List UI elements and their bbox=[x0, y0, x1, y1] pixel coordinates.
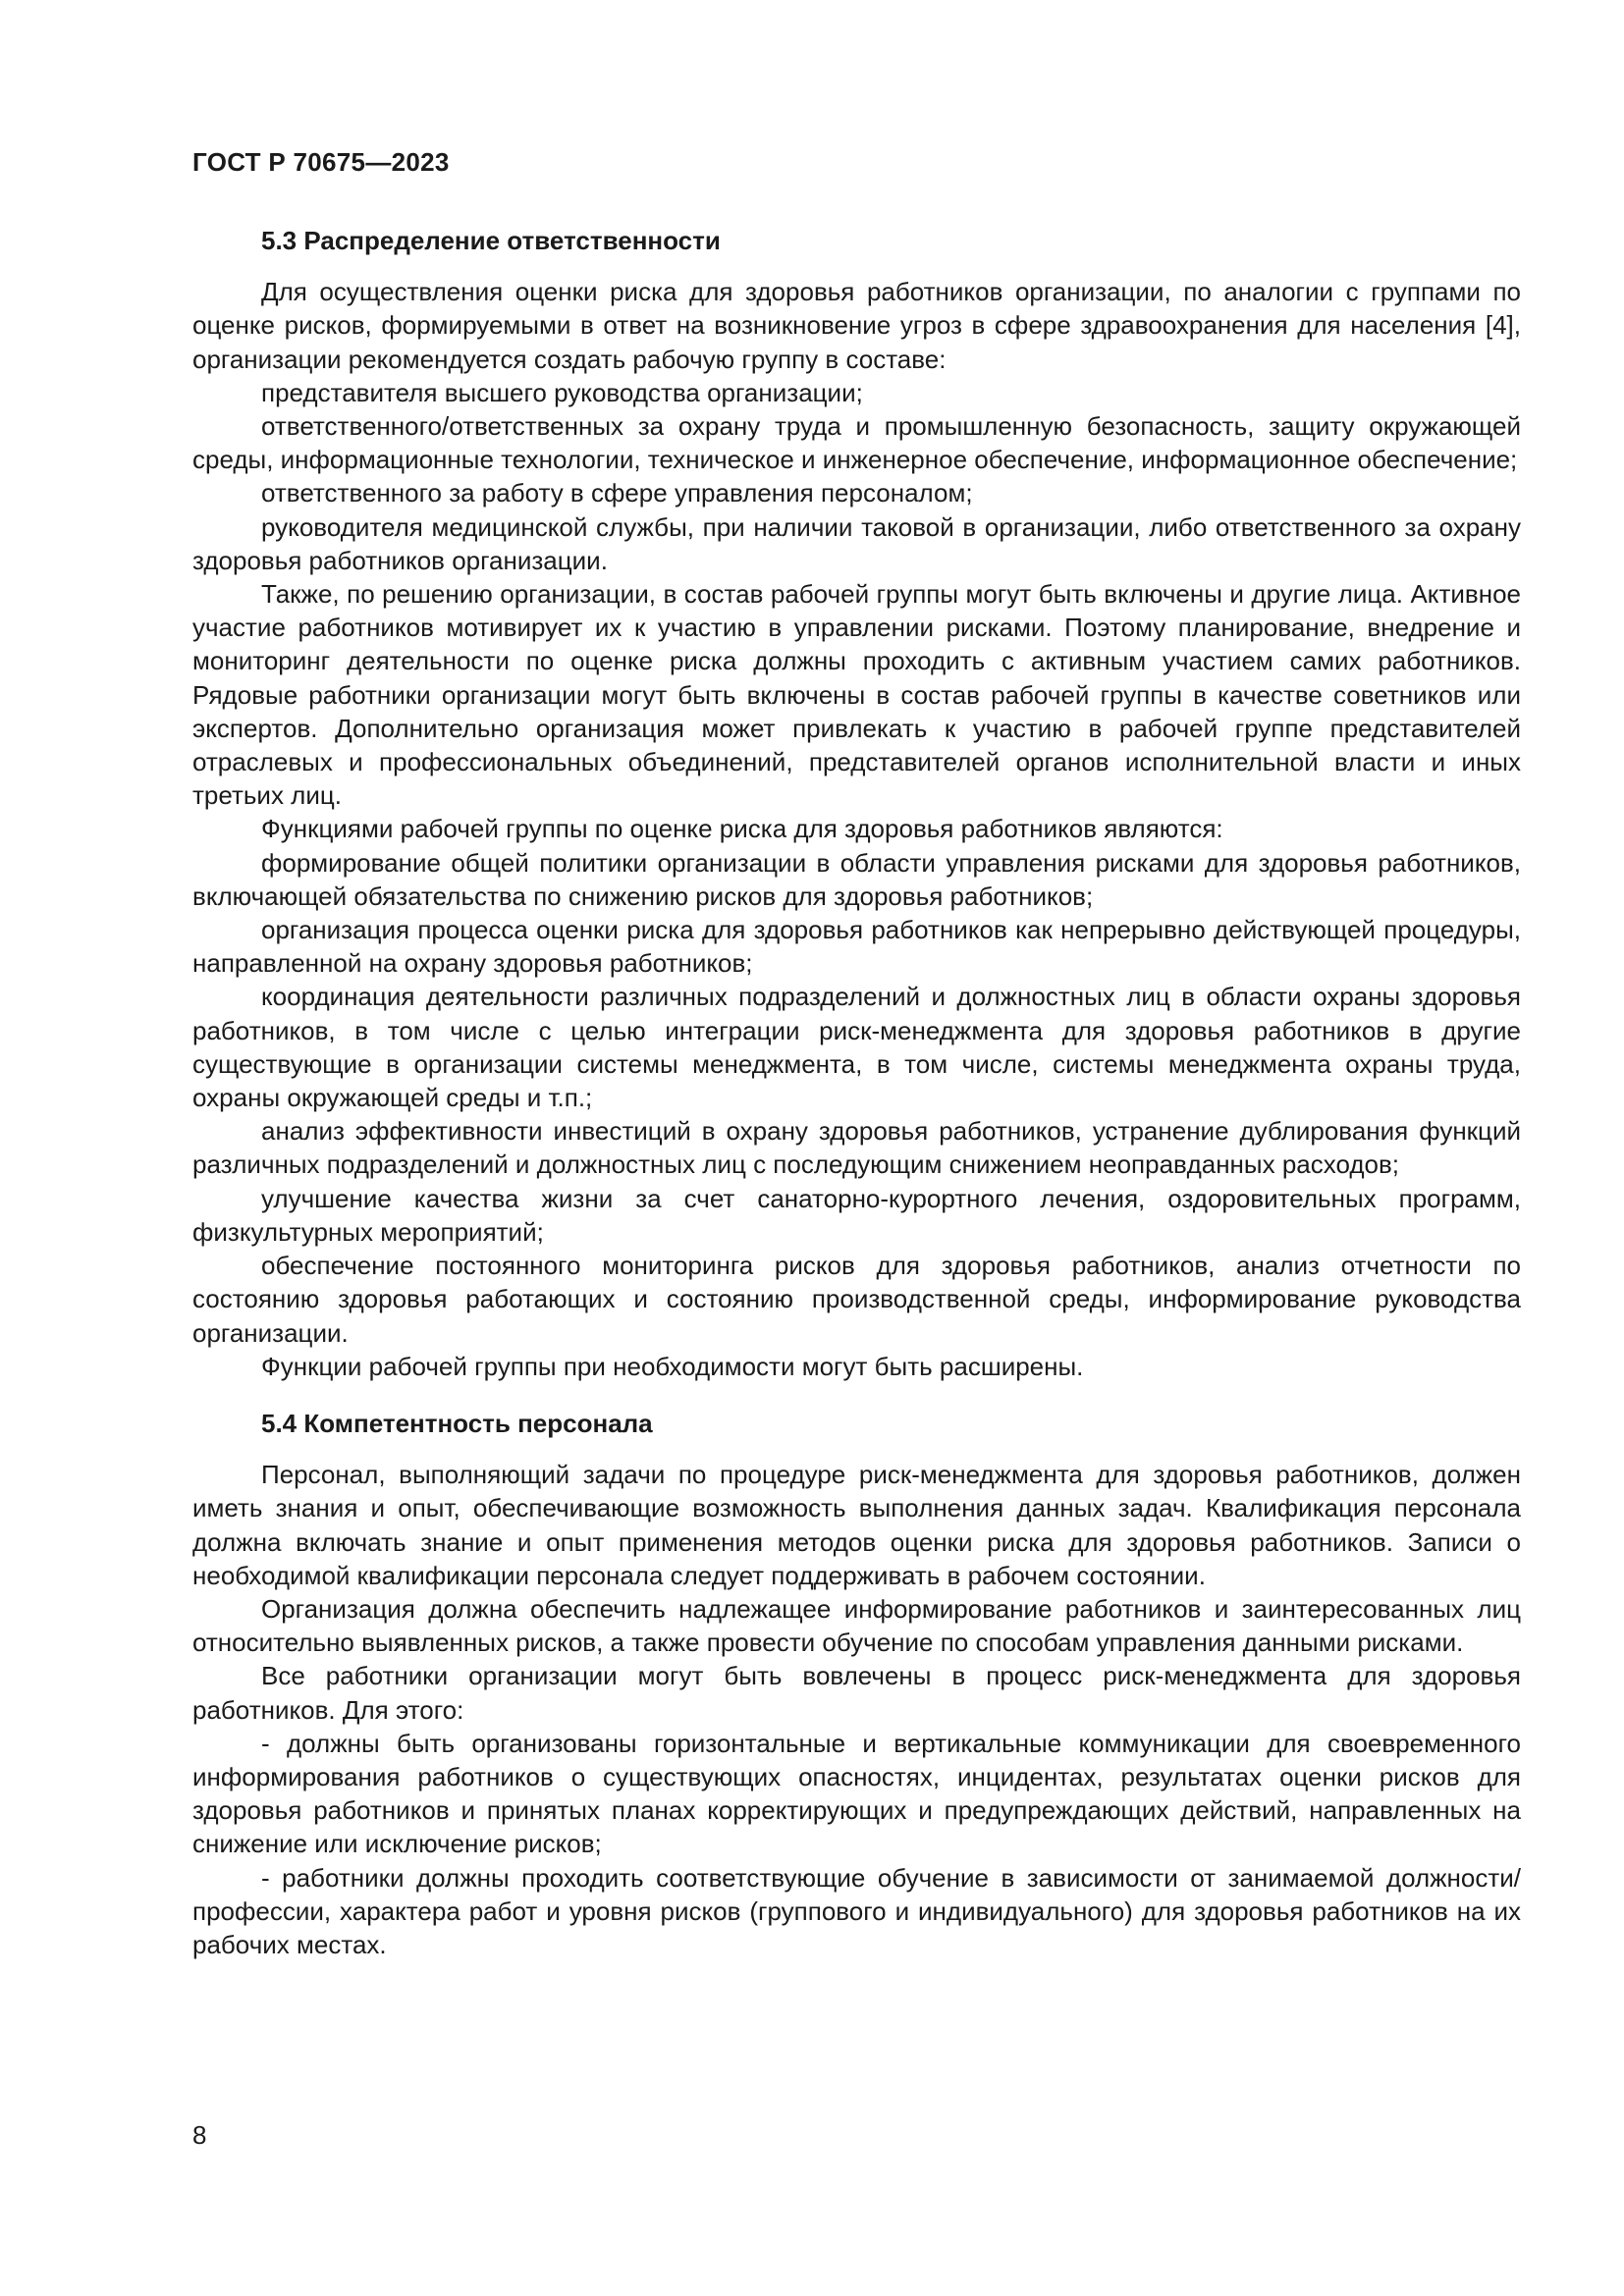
paragraph: Для осуществления оценки риска для здоровья работников организации, по аналогии с группами по оценке рисков, формируемыми в ответ на возникновение угроз в сфере здравоохранения для населения [4], организации рекомендуется создать рабочую группу в составе: bbox=[192, 277, 1521, 374]
paragraph: Также, по решению организации, в состав рабочей группы могут быть включены и другие лица. Активное участие работников мотивирует их к участию в управлении рисками. Поэтому планирование, внедрение и мониторинг деятельности по оценке риска должны проходить с активным участием самих работников. Рядовые работники организации могут быть включены в состав рабочей группы в качестве советников или экспертов. Дополнительно организация может привлекать к участию в рабочей группе представителей отраслевых и профессиональных объединений, представителей органов исполнительной власти и иных третьих лиц. bbox=[192, 579, 1521, 811]
paragraph: Организация должна обеспечить надлежащее информирование работников и заинтересованных лиц относительно выявленных рисков, а также провести обучение по способам управления данными рисками. bbox=[192, 1593, 1521, 1658]
list-item: формирование общей политики организации в области управления рисками для здоровья работников, включающей обязательства по снижению рисков для здоровья работников; bbox=[192, 847, 1521, 911]
paragraph: Функции рабочей группы при необходимости могут быть расширены. bbox=[261, 1351, 1084, 1381]
list-item: улучшение качества жизни за счет санаторно-курортного лечения, оздоровительных программ, физкультурных мероприятий; bbox=[192, 1183, 1521, 1247]
list-item: координация деятельности различных подразделений и должностных лиц в области охраны здоровья работников, в том числе с целью интеграции риск-менеджмента для здоровья работников в другие существующие в организации системы менеджмента, в том числе, системы менеджмента охраны труда, охраны окружающей среды и т.п.; bbox=[192, 982, 1521, 1113]
list-item: ответственного за работу в сфере управления персоналом; bbox=[261, 478, 973, 508]
list-item: анализ эффективности инвестиций в охрану здоровья работников, устранение дублирования функций различных подразделений и должностных лиц с последующим снижением неоправданных расходов; bbox=[192, 1116, 1521, 1180]
list-item: - должны быть организованы горизонтальные и вертикальные коммуникации для своевременного информирования работников о существующих опасностях, инцидентах, результатах оценки рисков для здоровья работников и принятых планах корректирующих и предупреждающих действий, направленных на снижение или исключение рисков; bbox=[192, 1728, 1521, 1859]
page-number: 8 bbox=[192, 2120, 207, 2150]
list-item: - работники должны проходить соответствующие обучение в зависимости от занимаемой должности/профессии, характера работ и уровня рисков (группового и индивидуального) для здоровья работников на их рабочих местах. bbox=[192, 1862, 1521, 1959]
document-id: ГОСТ Р 70675—2023 bbox=[192, 147, 450, 177]
paragraph: Функциями рабочей группы по оценке риска для здоровья работников являются: bbox=[261, 814, 1223, 844]
paragraph: Все работники организации могут быть вовлечены в процесс риск-менеджмента для здоровья работников. Для этого: bbox=[192, 1661, 1521, 1725]
list-item: ответственного/ответственных за охрану труда и промышленную безопасность, защиту окружающей среды, информационные технологии, техническое и инженерное обеспечение, информационное обеспечение; bbox=[192, 411, 1521, 475]
page-content bbox=[192, 224, 1521, 1961]
section-heading-5-4: 5.4 Компетентность персонала bbox=[261, 1408, 653, 1438]
list-item: руководителя медицинской службы, при наличии таковой в организации, либо ответственного за охрану здоровья работников организации. bbox=[192, 511, 1521, 575]
list-item: представителя высшего руководства организации; bbox=[261, 377, 863, 407]
paragraph: Персонал, выполняющий задачи по процедуре риск-менеджмента для здоровья работников, должен иметь знания и опыт, обеспечивающие возможность выполнения данных задач. Квалификация персонала должна включать знание и опыт применения методов оценки риска для здоровья работников. Записи о необходимой квалификации персонала следует поддерживать в рабочем состоянии. bbox=[192, 1460, 1521, 1590]
list-item: организация процесса оценки риска для здоровья работников как непрерывно действующей процедуры, направленной на охрану здоровья работников; bbox=[192, 915, 1521, 979]
section-heading-5-3: 5.3 Распределение ответственности bbox=[261, 226, 721, 255]
list-item: обеспечение постоянного мониторинга рисков для здоровья работников, анализ отчетности по состоянию здоровья работающих и состоянию производственной среды, информирование руководства организации. bbox=[192, 1251, 1521, 1348]
